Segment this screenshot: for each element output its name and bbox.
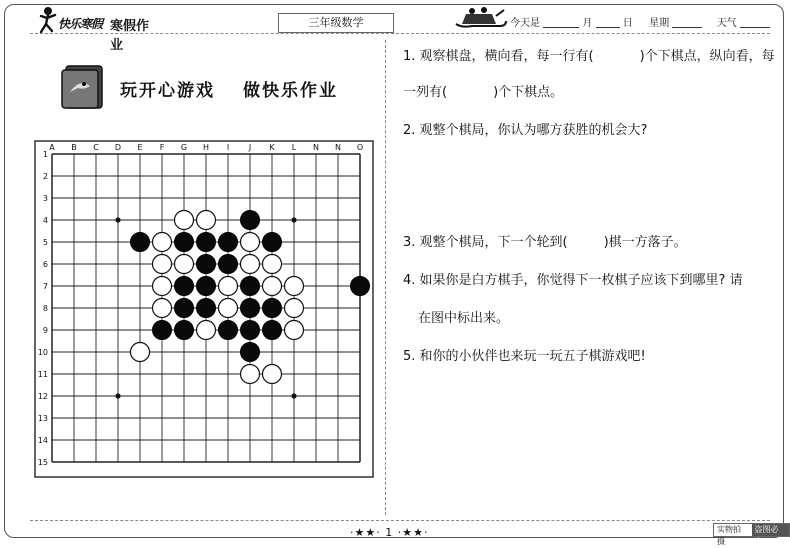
white-stone[interactable]	[241, 255, 260, 274]
q3-text-b: )棋一方落子。	[603, 235, 687, 250]
row-label: 10	[37, 348, 48, 357]
column-label: F	[159, 143, 165, 152]
weekday-label: 星期	[649, 18, 670, 29]
black-stone[interactable]	[263, 321, 282, 340]
date-weather-line	[510, 14, 770, 29]
section-title	[120, 76, 338, 101]
black-stone[interactable]	[175, 299, 194, 318]
column-label: G	[180, 143, 188, 152]
column-label: A	[49, 143, 55, 152]
section-title-part1: 玩开心游戏	[120, 81, 215, 101]
column-divider	[385, 40, 386, 515]
month-blank	[543, 17, 579, 28]
stamp-right: 盗图必究	[752, 524, 790, 536]
stamp-left: 实物拍摄	[717, 525, 741, 546]
white-stone[interactable]	[285, 277, 304, 296]
white-stone[interactable]	[131, 343, 150, 362]
footer-divider	[30, 520, 770, 521]
column-label: I	[226, 143, 230, 152]
black-stone[interactable]	[241, 321, 260, 340]
row-label: 9	[42, 326, 48, 335]
running-kid-icon	[38, 6, 60, 34]
black-stone[interactable]	[175, 277, 194, 296]
row-label: 3	[42, 194, 48, 203]
column-label: O	[356, 143, 364, 152]
white-stone[interactable]	[175, 255, 194, 274]
column-label: C	[93, 143, 99, 152]
black-stone[interactable]	[131, 233, 150, 252]
white-stone[interactable]	[197, 211, 216, 230]
black-stone[interactable]	[219, 321, 238, 340]
black-stone[interactable]	[219, 233, 238, 252]
star-point	[291, 393, 296, 398]
book-icon	[60, 62, 106, 112]
white-stone[interactable]	[153, 299, 172, 318]
day-blank	[596, 17, 620, 28]
month-label: 月	[582, 18, 593, 29]
white-stone[interactable]	[153, 255, 172, 274]
page-number	[350, 526, 428, 539]
star-point	[115, 393, 120, 398]
question-1-line2	[403, 84, 563, 102]
row-label: 7	[42, 282, 48, 291]
row-label: 4	[42, 216, 48, 225]
row-label: 14	[37, 436, 48, 445]
white-stone[interactable]	[263, 365, 282, 384]
row-label: 13	[37, 414, 48, 423]
column-label: N	[335, 143, 341, 152]
gomoku-board[interactable]	[34, 140, 374, 478]
white-stone[interactable]	[153, 277, 172, 296]
question-2: 2. 观整个棋局，你认为哪方获胜的机会大?	[403, 123, 648, 138]
white-stone[interactable]	[263, 255, 282, 274]
white-stone[interactable]	[197, 321, 216, 340]
q1-text-b: )个下棋点，纵向看，每	[639, 49, 775, 64]
black-stone[interactable]	[153, 321, 172, 340]
column-label: N	[313, 143, 319, 152]
row-label: 2	[42, 172, 48, 181]
row-label: 1	[42, 150, 48, 159]
page-number-value: 1	[385, 526, 394, 539]
black-stone[interactable]	[197, 233, 216, 252]
black-stone[interactable]	[197, 255, 216, 274]
weather-blank	[740, 17, 770, 28]
question-5: 5. 和你的小伙伴也来玩一玩五子棋游戏吧!	[403, 349, 646, 364]
row-label: 12	[37, 392, 48, 401]
white-stone[interactable]	[241, 365, 260, 384]
black-stone[interactable]	[351, 277, 370, 296]
black-stone[interactable]	[241, 299, 260, 318]
white-stone[interactable]	[219, 277, 238, 296]
column-label: H	[202, 143, 210, 152]
day-label: 日	[622, 18, 633, 29]
white-stone[interactable]	[241, 233, 260, 252]
column-label: K	[269, 143, 275, 152]
black-stone[interactable]	[175, 321, 194, 340]
black-stone[interactable]	[263, 233, 282, 252]
black-stone[interactable]	[175, 233, 194, 252]
weather-label: 天气	[716, 18, 737, 29]
q1-text-a: 1. 观察棋盘，横向看，每一行有(	[403, 49, 594, 64]
star-point	[115, 217, 120, 222]
sleigh-icon	[452, 4, 508, 30]
black-stone[interactable]	[197, 299, 216, 318]
column-label: E	[137, 143, 143, 152]
q1-text-c: 一列有(	[403, 85, 448, 100]
column-label: J	[248, 143, 252, 152]
row-label: 6	[42, 260, 48, 269]
question-1-line1	[403, 48, 775, 66]
weekday-blank	[672, 17, 702, 28]
footer-star-right: ·★★·	[397, 526, 429, 539]
black-stone[interactable]	[241, 277, 260, 296]
column-label: B	[71, 143, 77, 152]
row-label: 5	[42, 238, 48, 247]
question-4-line1: 4. 如果你是白方棋手，你觉得下一枚棋子应该下到哪里? 请	[403, 273, 743, 288]
section-title-part2: 做快乐作业	[243, 81, 338, 101]
row-label: 15	[37, 458, 48, 467]
logo-brand: 快乐寒假	[58, 17, 103, 31]
question-3	[403, 234, 687, 252]
white-stone[interactable]	[175, 211, 194, 230]
q1-text-d: )个下棋点。	[493, 85, 564, 100]
photo-stamp	[713, 523, 790, 546]
today-label: 今天是	[510, 18, 540, 29]
footer-star-left: ·★★·	[350, 526, 381, 539]
white-stone[interactable]	[263, 277, 282, 296]
white-stone[interactable]	[219, 299, 238, 318]
row-label: 8	[42, 304, 48, 313]
row-label: 11	[37, 370, 48, 379]
white-stone[interactable]	[153, 233, 172, 252]
column-label: D	[114, 143, 122, 152]
black-stone[interactable]	[263, 299, 282, 318]
white-stone[interactable]	[285, 299, 304, 318]
q3-text-a: 3. 观整个棋局，下一个轮到(	[403, 235, 568, 250]
logo-title: 寒假作业	[110, 19, 150, 53]
column-label: L	[291, 143, 297, 152]
star-point	[291, 217, 296, 222]
black-stone[interactable]	[241, 343, 260, 362]
grade-label: 三年级数学	[278, 13, 394, 33]
black-stone[interactable]	[241, 211, 260, 230]
white-stone[interactable]	[285, 321, 304, 340]
question-4-line2: 在图中标出来。	[418, 311, 510, 326]
black-stone[interactable]	[197, 277, 216, 296]
black-stone[interactable]	[219, 255, 238, 274]
logo	[38, 6, 158, 53]
